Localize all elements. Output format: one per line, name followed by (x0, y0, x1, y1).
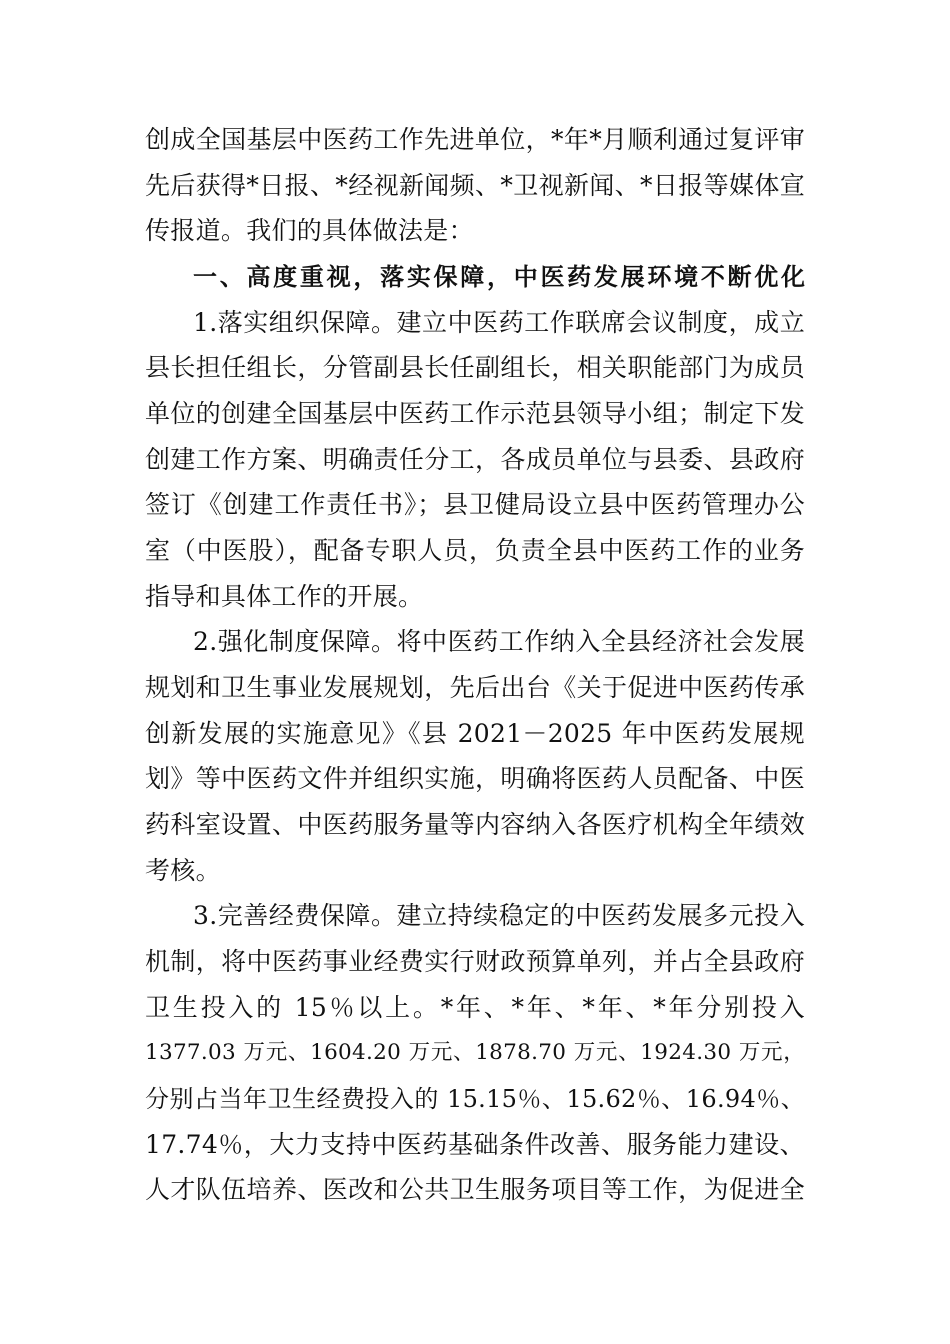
paragraph-line: 2.强化制度保障。将中医药工作纳入全县经济社会发展 (193, 627, 805, 656)
paragraph-line: 指导和具体工作的开展。 (145, 582, 424, 611)
intro-line: 传报道。我们的具体做法是： (145, 216, 474, 245)
paragraph-line: 药科室设置、中医药服务量等内容纳入各医疗机构全年绩效 (145, 810, 805, 839)
paragraph-line: 创新发展的实施意见》《县 2021－2025 年中医药发展规 (145, 719, 805, 748)
intro-line: 创成全国基层中医药工作先进单位，*年*月顺利通过复评审 (145, 125, 805, 154)
paragraph-line: 机制，将中医药事业经费实行财政预算单列，并占全县政府 (145, 947, 805, 976)
paragraph-line: 1.落实组织保障。建立中医药工作联席会议制度，成立 (193, 308, 805, 337)
paragraph-line: 签订《创建工作责任书》；县卫健局设立县中医药管理办公 (145, 490, 805, 519)
paragraph-line: 划》等中医药文件并组织实施，明确将医药人员配备、中医 (145, 764, 805, 793)
paragraph-line: 室（中医股），配备专职人员，负责全县中医药工作的业务 (145, 536, 805, 565)
paragraph-line: 分别占当年卫生经费投入的 15.15％、15.62％、16.94％、 (145, 1085, 805, 1113)
paragraph-line: 人才队伍培养、医改和公共卫生服务项目等工作，为促进全 (145, 1175, 805, 1204)
paragraph-line: 考核。 (145, 856, 221, 885)
paragraph-line: 单位的创建全国基层中医药工作示范县领导小组；制定下发 (145, 399, 805, 428)
paragraph-line: 卫生投入的 15％以上。*年、*年、*年、*年分别投入 (145, 993, 805, 1022)
paragraph-line: 规划和卫生事业发展规划，先后出台《关于促进中医药传承 (145, 673, 805, 702)
section-heading: 一、高度重视，落实保障，中医药发展环境不断优化 (193, 263, 805, 291)
paragraph-line: 县长担任组长，分管副县长任副组长，相关职能部门为成员 (145, 353, 805, 382)
paragraph-line: 17.74％，大力支持中医药基础条件改善、服务能力建设、 (145, 1130, 805, 1159)
paragraph-line: 3.完善经费保障。建立持续稳定的中医药发展多元投入 (193, 901, 805, 930)
intro-line: 先后获得*日报、*经视新闻频、*卫视新闻、*日报等媒体宣 (145, 171, 805, 200)
paragraph-line: 1377.03 万元、1604.20 万元、1878.70 万元、1924.30 万元， (145, 1040, 805, 1065)
paragraph-line: 创建工作方案、明确责任分工，各成员单位与县委、县政府 (145, 445, 805, 474)
